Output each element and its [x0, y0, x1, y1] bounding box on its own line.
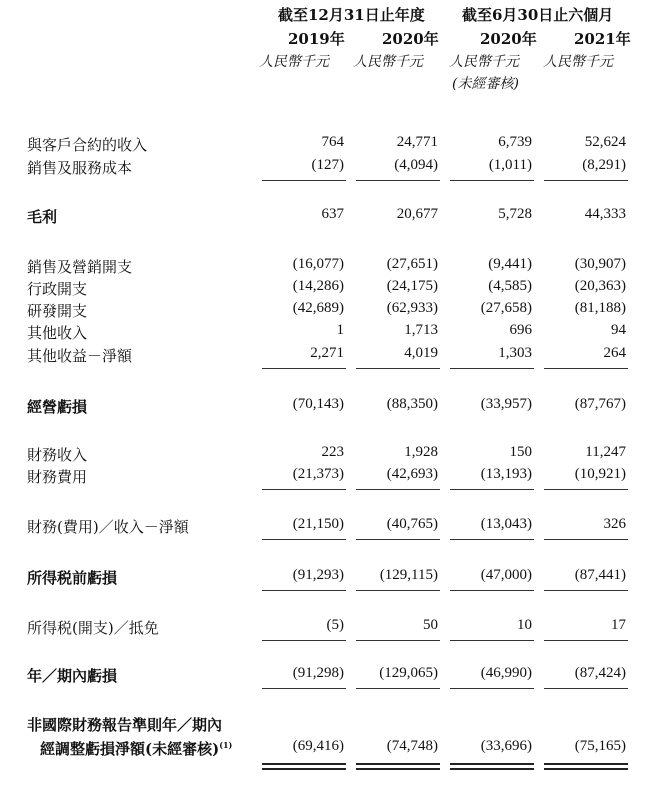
unit-label: 人民幣千元 — [353, 54, 423, 70]
row-label-gross-profit: 毛利 — [27, 208, 58, 226]
subtotal-rule — [356, 539, 440, 540]
subtotal-rule — [262, 640, 346, 641]
cell: (91,293) — [292, 567, 344, 583]
cell: 696 — [509, 322, 532, 338]
cell: 223 — [321, 444, 344, 460]
cell: 1,713 — [404, 322, 438, 338]
subtotal-rule — [262, 688, 346, 689]
subtotal-rule — [262, 489, 346, 490]
cell: (8,291) — [582, 157, 626, 173]
cell: (127) — [311, 157, 344, 173]
header-year-2020-annual: 2020年 — [382, 30, 439, 48]
subtotal-rule — [544, 590, 628, 591]
subtotal-rule — [356, 640, 440, 641]
row-label-finance-costs: 財務費用 — [27, 468, 88, 486]
cell: (21,150) — [292, 516, 344, 532]
cell: (27,658) — [480, 300, 532, 316]
cell: (62,933) — [386, 300, 438, 316]
subtotal-rule — [544, 489, 628, 490]
unit-label: 人民幣千元 — [259, 54, 329, 70]
header-year-2020-interim: 2020年 — [480, 30, 537, 48]
subtotal-rule — [544, 688, 628, 689]
cell: 1,928 — [404, 444, 438, 460]
cell: 150 — [509, 444, 532, 460]
cell: (4,094) — [394, 157, 438, 173]
subtotal-rule — [262, 539, 346, 540]
subtotal-rule — [450, 640, 534, 641]
cell: (42,693) — [386, 466, 438, 482]
subtotal-rule — [262, 368, 346, 369]
cell: (87,441) — [574, 567, 626, 583]
total-double-rule — [262, 763, 346, 765]
row-label-non-ifrs-line2 — [40, 738, 232, 759]
cell: 6,739 — [498, 134, 532, 150]
cell: 264 — [603, 345, 626, 361]
cell: 1 — [336, 322, 344, 338]
cell: (27,651) — [386, 256, 438, 272]
unit-label: 人民幣千元 — [543, 54, 613, 70]
cell: 50 — [423, 617, 438, 633]
total-double-rule — [544, 768, 628, 770]
total-double-rule — [450, 768, 534, 770]
cell: (87,424) — [574, 665, 626, 681]
cell: (42,689) — [292, 300, 344, 316]
subtotal-rule — [262, 590, 346, 591]
cell: (9,441) — [488, 256, 532, 272]
cell: (129,115) — [379, 567, 438, 583]
cell: (13,193) — [480, 466, 532, 482]
cell: 764 — [321, 134, 344, 150]
row-label-revenue: 與客戶合約的收入 — [27, 136, 148, 154]
cell: (10,921) — [574, 466, 626, 482]
cell: (87,767) — [574, 396, 626, 412]
row-label-cost-of-sales: 銷售及服務成本 — [27, 159, 133, 177]
cell: (129,065) — [379, 665, 438, 681]
row-label-finance-income: 財務收入 — [27, 446, 88, 464]
subtotal-rule — [450, 368, 534, 369]
subtotal-rule — [356, 590, 440, 591]
header-group-interim: 截至6月30日止六個月 — [462, 6, 614, 24]
subtotal-rule — [356, 180, 440, 181]
cell: (88,350) — [386, 396, 438, 412]
row-label-loss-for-period: 年／期內虧損 — [27, 667, 118, 685]
cell: 52,624 — [584, 134, 626, 150]
cell: 2,271 — [310, 345, 344, 361]
total-double-rule — [450, 763, 534, 765]
cell: 20,677 — [396, 206, 438, 222]
cell: (21,373) — [292, 466, 344, 482]
cell: (5) — [326, 617, 344, 633]
cell: 326 — [603, 516, 626, 532]
footnote-marker: (1) — [219, 740, 233, 750]
total-double-rule — [544, 763, 628, 765]
row-label-loss-before-tax: 所得税前虧損 — [27, 569, 118, 587]
cell: (69,416) — [292, 738, 344, 754]
row-label-rd-expenses: 研發開支 — [27, 302, 88, 320]
subtotal-rule — [544, 180, 628, 181]
cell: 44,333 — [584, 206, 626, 222]
subtotal-rule — [544, 368, 628, 369]
subtotal-rule — [262, 180, 346, 181]
cell: (33,696) — [480, 738, 532, 754]
cell: 17 — [611, 617, 626, 633]
cell: 94 — [611, 322, 626, 338]
cell: (33,957) — [480, 396, 532, 412]
cell: (30,907) — [574, 256, 626, 272]
subtotal-rule — [544, 640, 628, 641]
row-label-non-ifrs-line1: 非國際財務報告準則年／期內 — [27, 716, 223, 734]
cell: (47,000) — [480, 567, 532, 583]
cell: 4,019 — [404, 345, 438, 361]
header-group-annual: 截至12月31日止年度 — [278, 6, 425, 24]
subtotal-rule — [450, 489, 534, 490]
cell: (24,175) — [386, 278, 438, 294]
cell: 5,728 — [498, 206, 532, 222]
cell: (16,077) — [292, 256, 344, 272]
cell: (4,585) — [488, 278, 532, 294]
cell: (20,363) — [574, 278, 626, 294]
cell: 24,771 — [396, 134, 438, 150]
subtotal-rule — [450, 539, 534, 540]
row-label-admin-expenses: 行政開支 — [27, 280, 88, 298]
subtotal-rule — [450, 590, 534, 591]
cell: (75,165) — [574, 738, 626, 754]
subtotal-rule — [356, 688, 440, 689]
subtotal-rule — [450, 688, 534, 689]
cell: 1,303 — [498, 345, 532, 361]
row-label-operating-loss: 經營虧損 — [27, 398, 88, 416]
cell: (70,143) — [292, 396, 344, 412]
total-double-rule — [356, 763, 440, 765]
total-double-rule — [356, 768, 440, 770]
cell: (46,990) — [480, 665, 532, 681]
cell: 637 — [321, 206, 344, 222]
cell: (40,765) — [386, 516, 438, 532]
cell: 10 — [517, 617, 532, 633]
cell: (91,298) — [292, 665, 344, 681]
unit-label: 人民幣千元 — [449, 54, 519, 70]
total-double-rule — [262, 768, 346, 770]
row-label-income-tax: 所得税(開支)／抵免 — [27, 619, 159, 637]
cell: (14,286) — [292, 278, 344, 294]
cell: (74,748) — [386, 738, 438, 754]
header-year-2021: 2021年 — [574, 30, 631, 48]
subtotal-rule — [450, 180, 534, 181]
row-label-other-gains: 其他收益－淨額 — [27, 347, 133, 365]
row-label-other-income: 其他收入 — [27, 324, 88, 342]
cell: (13,043) — [480, 516, 532, 532]
header-year-2019: 2019年 — [288, 30, 345, 48]
cell: (81,188) — [574, 300, 626, 316]
unaudited-label: (未經審核) — [452, 76, 519, 92]
row-label-adjusted-net-loss: 經調整虧損淨額(未經審核) — [40, 740, 220, 758]
row-label-selling-expenses: 銷售及營銷開支 — [27, 258, 133, 276]
subtotal-rule — [544, 539, 628, 540]
subtotal-rule — [356, 489, 440, 490]
subtotal-rule — [356, 368, 440, 369]
cell: (1,011) — [488, 157, 532, 173]
row-label-net-finance: 財務(費用)／收入－淨額 — [27, 518, 189, 536]
cell: 11,247 — [585, 444, 626, 460]
